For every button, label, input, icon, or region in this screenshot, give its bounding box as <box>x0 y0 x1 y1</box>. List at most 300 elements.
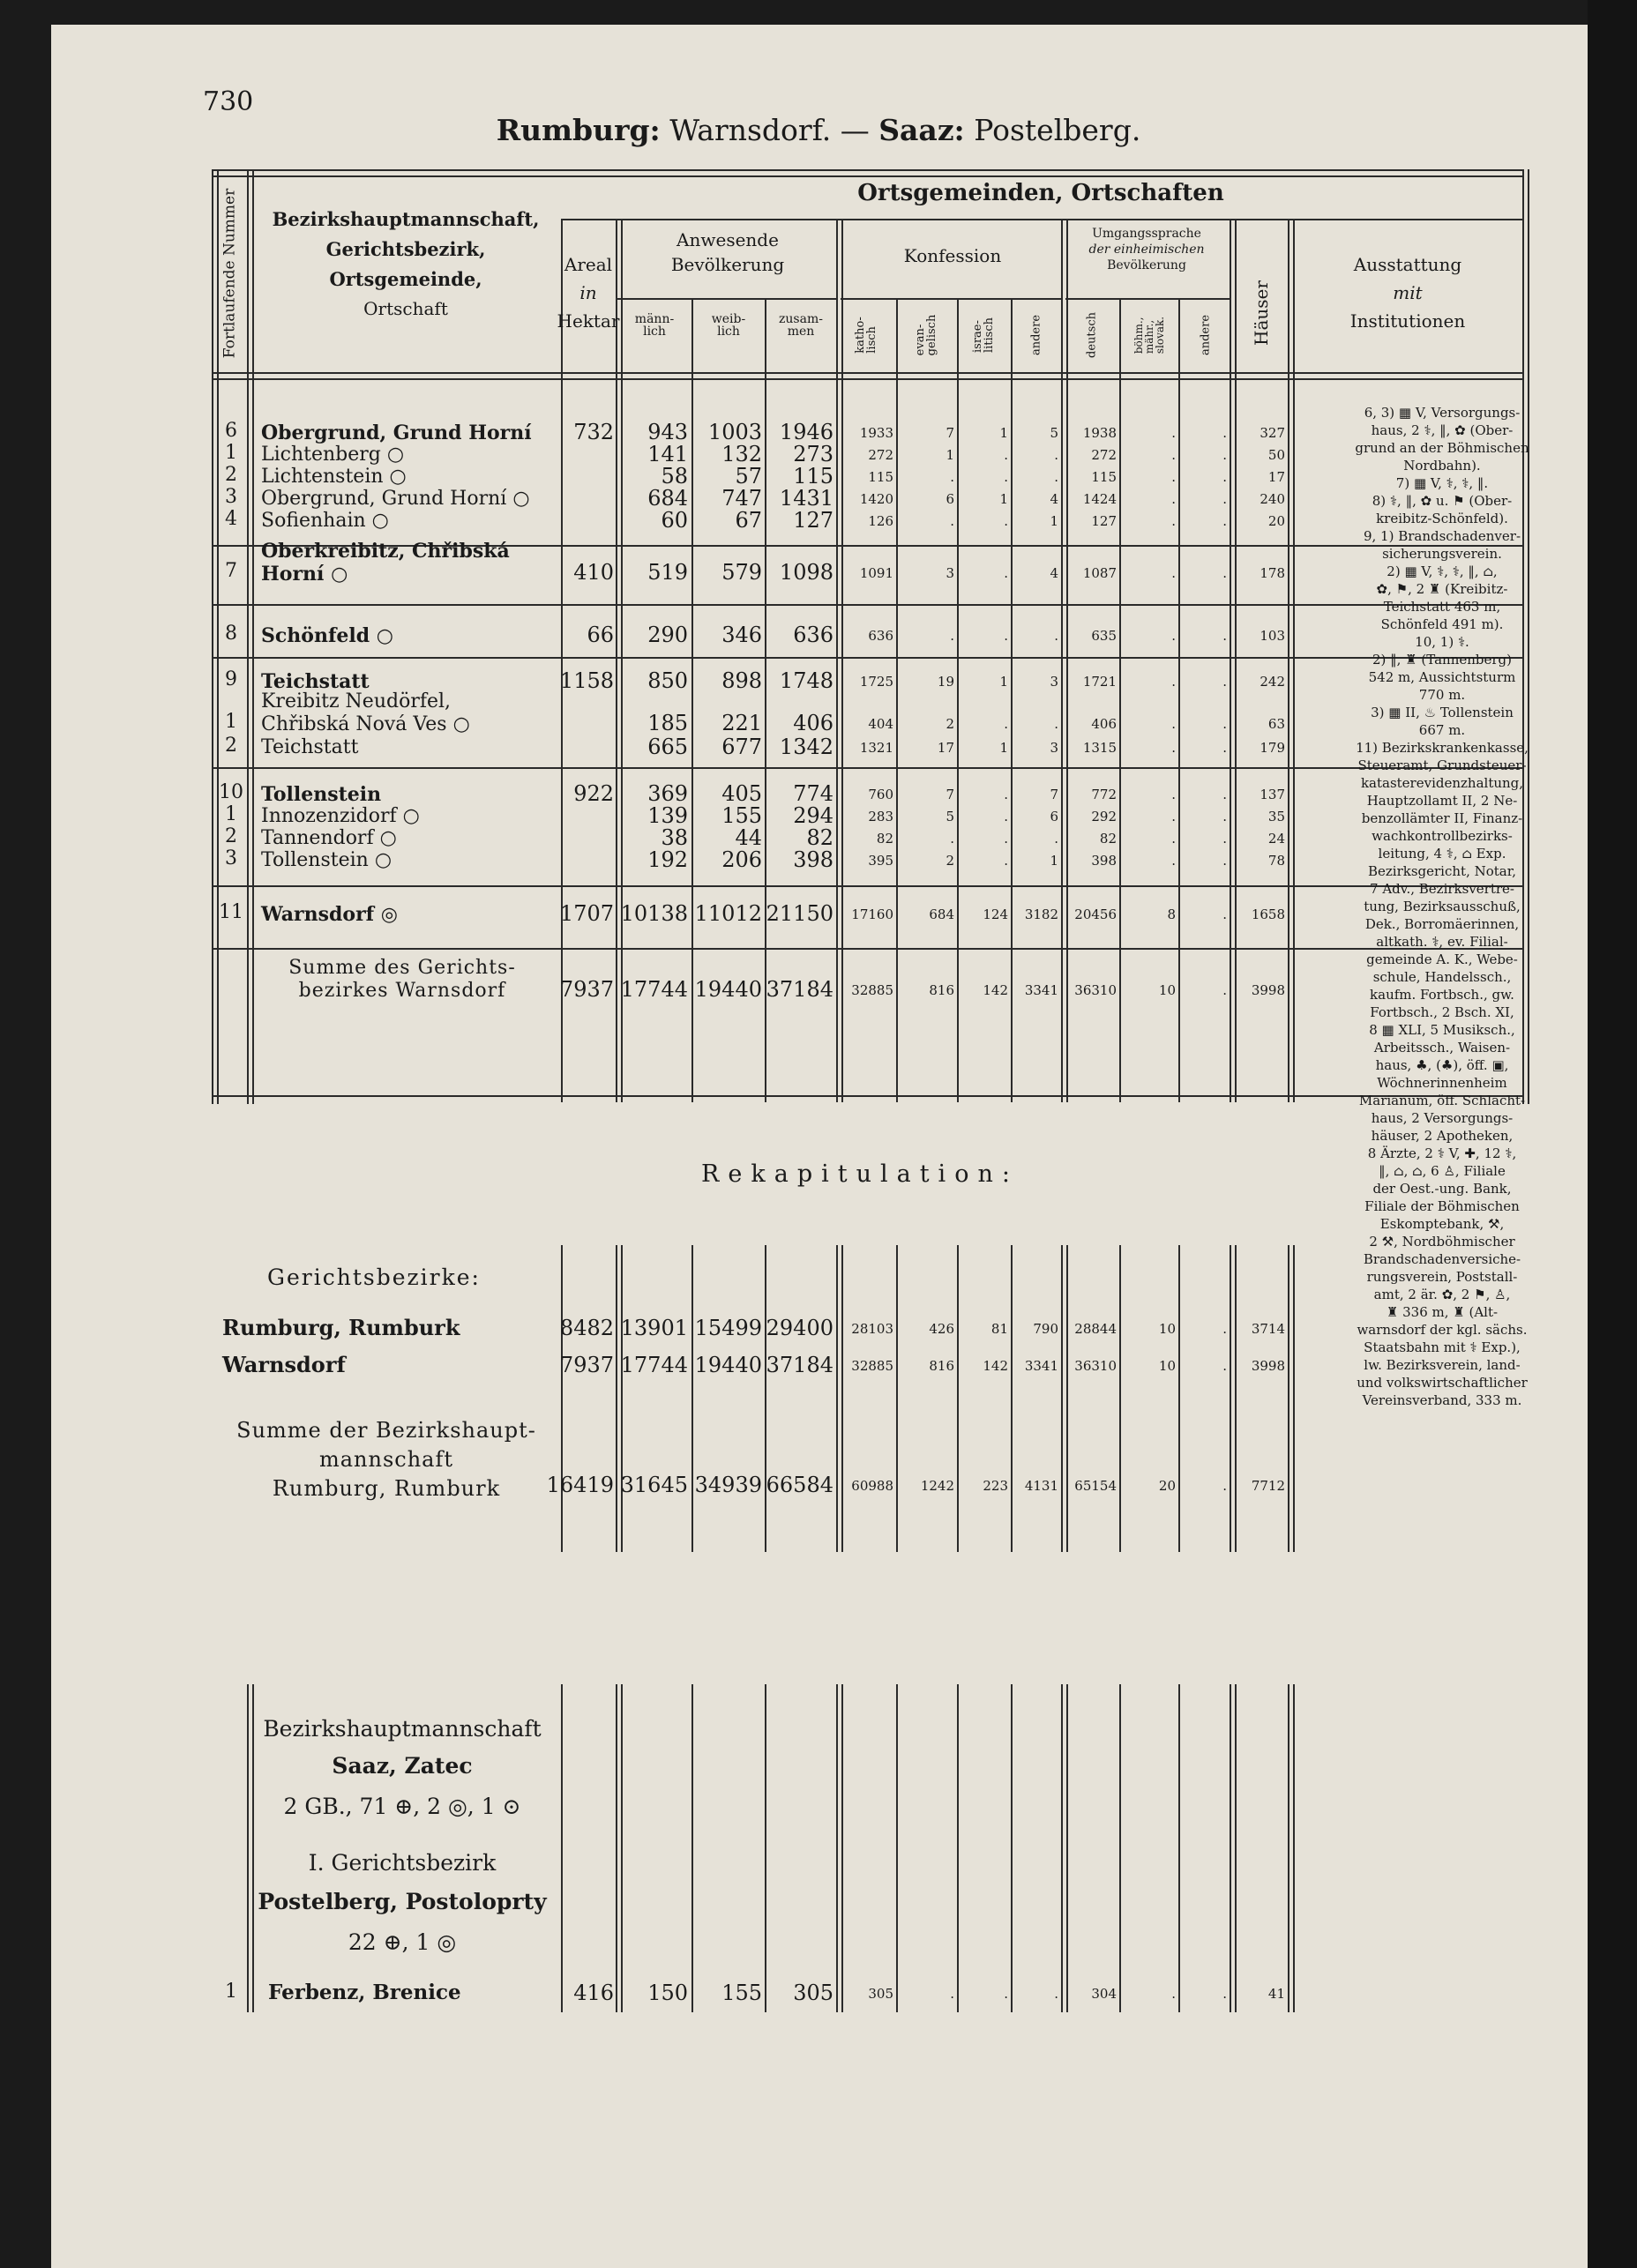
cell-m: 665 <box>647 735 688 759</box>
cell-de: 82 <box>1099 831 1117 847</box>
cell-cz: . <box>1171 831 1176 847</box>
cell-w: 11012 <box>694 901 762 926</box>
header-sprache-1: Umgangssprache <box>1092 227 1201 241</box>
cell-cz: . <box>1171 513 1176 529</box>
header-male: männ- lich <box>634 312 675 339</box>
cell-and: 1 <box>1050 513 1058 529</box>
cell-w: 155 <box>721 1981 762 2005</box>
rule-line <box>247 1684 254 2012</box>
cell-w: 747 <box>721 486 762 511</box>
header-israelite: israe- litisch <box>971 317 996 354</box>
cell-isr: . <box>1004 1986 1008 2002</box>
rekap-cell-and: 3341 <box>1024 1358 1058 1374</box>
rule-line <box>1230 1245 1237 1552</box>
cell-w: 405 <box>721 781 762 806</box>
cell-s: 82 <box>806 825 833 850</box>
cell-w: 44 <box>735 825 762 850</box>
cell-areal: 416 <box>573 1981 614 2005</box>
header-sprache-3: Bevölkerung <box>1107 258 1186 272</box>
cell-and: 7 <box>1050 787 1058 802</box>
cell-w: 579 <box>721 560 762 585</box>
header-houses: Häuser <box>1251 280 1272 346</box>
rekap-cell-isr: 142 <box>983 1358 1008 1374</box>
row-number: 3 <box>225 486 237 508</box>
rekap-cell-kath: 60988 <box>851 1478 893 1494</box>
rekap-cell-de: 65154 <box>1074 1478 1117 1494</box>
cell-m: 58 <box>661 464 688 489</box>
cell-areal: 1707 <box>559 901 614 926</box>
cell-kath: 272 <box>868 447 893 463</box>
rekap-cell-ev: 1242 <box>920 1478 954 1494</box>
row-number: 2 <box>225 825 237 847</box>
cell-w: 221 <box>721 711 762 735</box>
rekap-cell-kath: 28103 <box>851 1321 893 1337</box>
rekap-cell-ev: 426 <box>929 1321 954 1337</box>
rekap-cell-h: 3998 <box>1251 1358 1285 1374</box>
header-ausstattung-1: Ausstattung <box>1353 254 1462 275</box>
cell-ev: . <box>950 831 954 847</box>
cell-de: 127 <box>1091 513 1117 529</box>
saaz-line-4: I. Gerichtsbezirk <box>308 1850 497 1876</box>
cell-cz: 8 <box>1167 906 1176 922</box>
rule-line <box>616 1684 623 2012</box>
cell-isr: . <box>1004 469 1008 485</box>
cell-ol: . <box>1222 1986 1227 2002</box>
rekap-cell-w: 15499 <box>694 1316 762 1340</box>
header-ausstattung-3: Institutionen <box>1349 310 1466 332</box>
cell-ol: . <box>1222 716 1227 732</box>
cell-areal: 1158 <box>559 668 614 693</box>
cell-kath: 1933 <box>859 425 893 441</box>
cell-isr: 1 <box>999 491 1008 507</box>
cell-m: 850 <box>647 668 688 693</box>
cell-ev: 6 <box>946 491 954 507</box>
header-sprache-2: der einheimischen <box>1088 242 1205 257</box>
cell-s: 21150 <box>766 901 833 926</box>
cell-areal: 7937 <box>559 977 614 1002</box>
rule-line <box>1011 1245 1013 1552</box>
cell-de: 1315 <box>1082 740 1117 756</box>
cell-isr: 142 <box>983 982 1008 998</box>
saaz-line-6: 22 ⊕, 1 ◎ <box>348 1929 457 1955</box>
row-number: 10 <box>219 781 243 803</box>
rekap-cell-h: 7712 <box>1251 1478 1285 1494</box>
row-number: 2 <box>225 735 237 757</box>
rekap-cell-h: 3714 <box>1251 1321 1285 1337</box>
cell-cz: . <box>1171 565 1176 581</box>
cell-m: 684 <box>647 486 688 511</box>
cell-de: 20456 <box>1074 906 1117 922</box>
cell-and: . <box>1054 469 1058 485</box>
cell-m: 17744 <box>620 977 688 1002</box>
row-name: Oberkreibitz, Chřibská Horní ○ <box>261 540 510 586</box>
cell-areal: 922 <box>573 781 614 806</box>
cell-and: 3182 <box>1024 906 1058 922</box>
cell-m: 519 <box>647 560 688 585</box>
cell-and: . <box>1054 831 1058 847</box>
cell-ol: . <box>1222 982 1227 998</box>
rekap-title: Rekapitulation: <box>701 1160 1019 1188</box>
rekap-cell-de: 28844 <box>1074 1321 1117 1337</box>
rekap-cell-ev: 816 <box>929 1358 954 1374</box>
cell-ev: 3 <box>946 565 954 581</box>
rekap-cell-and: 790 <box>1033 1321 1058 1337</box>
cell-areal: 410 <box>573 560 614 585</box>
cell-and: 3 <box>1050 740 1058 756</box>
cell-de: 635 <box>1091 628 1117 644</box>
row-name: Obergrund, Grund Horní ○ <box>261 488 530 510</box>
cell-and: 4 <box>1050 491 1058 507</box>
row-name: Tollenstein ○ <box>261 849 392 871</box>
cell-isr: . <box>1004 809 1008 824</box>
rekap-cell-w: 19440 <box>694 1353 762 1377</box>
rekap-cell-and: 4131 <box>1024 1478 1058 1494</box>
running-head-right: Postelberg. <box>974 113 1141 147</box>
row-number: 11 <box>219 901 243 923</box>
cell-ol: . <box>1222 674 1227 690</box>
row-name: Warnsdorf ◎ <box>261 903 398 926</box>
rule-line <box>957 1684 959 2012</box>
row-number: 3 <box>225 847 237 869</box>
cell-s: 1946 <box>779 420 833 444</box>
row-name: Lichtenberg ○ <box>261 444 405 466</box>
cell-kath: 404 <box>868 716 893 732</box>
row-name: Kreibitz Neudörfel, Chřibská Nová Ves ○ <box>261 690 470 735</box>
cell-isr: 124 <box>983 906 1008 922</box>
rule-line <box>1178 1684 1180 2012</box>
cell-h: 240 <box>1260 491 1285 507</box>
cell-ev: 816 <box>929 982 954 998</box>
header-name-line-3: Ortsgemeinde, <box>329 268 482 290</box>
rule-line <box>1011 1684 1013 2012</box>
cell-s: 1748 <box>779 668 833 693</box>
cell-isr: . <box>1004 628 1008 644</box>
cell-kath: 115 <box>868 469 893 485</box>
cell-de: 1938 <box>1082 425 1117 441</box>
cell-ev: 7 <box>946 787 954 802</box>
header-catholic: katho- lisch <box>854 317 878 354</box>
cell-areal: 66 <box>587 623 614 647</box>
rekap-cell-areal: 7937 <box>559 1353 614 1377</box>
saaz-line-2: Saaz, Zatec <box>332 1753 473 1779</box>
saaz-line-1: Bezirkshauptmannschaft <box>263 1716 542 1742</box>
rekap-cell-areal: 16419 <box>546 1473 614 1497</box>
cell-and: . <box>1054 628 1058 644</box>
cell-ev: 19 <box>937 674 954 690</box>
cell-kath: 126 <box>868 513 893 529</box>
rule-line <box>561 1245 563 1552</box>
rekap-cell-isr: 223 <box>983 1478 1008 1494</box>
row-name: Tannendorf ○ <box>261 827 397 849</box>
cell-kath: 1091 <box>859 565 893 581</box>
row-name: Innozenzidorf ○ <box>261 805 420 827</box>
rule-line <box>957 1245 959 1552</box>
rule-line <box>1061 1684 1068 2012</box>
rekap-cell-m: 17744 <box>620 1353 688 1377</box>
cell-s: 1431 <box>779 486 833 511</box>
cell-s: 1342 <box>779 735 833 759</box>
header-total: zusam- men <box>779 312 823 339</box>
cell-ev: . <box>950 469 954 485</box>
cell-de: 36310 <box>1074 982 1117 998</box>
cell-h: 35 <box>1267 809 1285 824</box>
cell-ol: . <box>1222 906 1227 922</box>
cell-h: 178 <box>1260 565 1285 581</box>
cell-w: 206 <box>721 847 762 872</box>
header-name-line-1: Bezirkshauptmannschaft, <box>272 208 540 230</box>
cell-and: . <box>1054 1986 1058 2002</box>
header-german: deutsch <box>1085 312 1099 358</box>
cell-ol: . <box>1222 787 1227 802</box>
header-population-1: Anwesende <box>676 229 779 250</box>
cell-and: 1 <box>1050 853 1058 869</box>
cell-ev: 2 <box>946 853 954 869</box>
cell-cz: . <box>1171 674 1176 690</box>
cell-isr: 1 <box>999 740 1008 756</box>
cell-de: 1721 <box>1082 674 1117 690</box>
row-number: 1 <box>225 803 237 825</box>
cell-cz: . <box>1171 787 1176 802</box>
cell-isr: 1 <box>999 674 1008 690</box>
rekap-cell-ol: . <box>1222 1478 1227 1494</box>
cell-cz: 10 <box>1158 982 1176 998</box>
rekap-cell-cz: 10 <box>1158 1358 1176 1374</box>
rule-line <box>836 1245 843 1552</box>
cell-and: 5 <box>1050 425 1058 441</box>
cell-de: 115 <box>1091 469 1117 485</box>
cell-cz: . <box>1171 447 1176 463</box>
cell-cz: . <box>1171 740 1176 756</box>
rekap-cell-m: 13901 <box>620 1316 688 1340</box>
header-czech: böhm., mähr., slovak. <box>1132 316 1166 354</box>
cell-isr: . <box>1004 513 1008 529</box>
header-group: Ortsgemeinden, Ortschaften <box>857 180 1224 206</box>
row-number: 8 <box>225 623 237 645</box>
cell-kath: 305 <box>868 1986 893 2002</box>
rule-line <box>1119 1684 1121 2012</box>
cell-de: 292 <box>1091 809 1117 824</box>
cell-s: 1098 <box>779 560 833 585</box>
rekap-label: Gerichtsbezirke: <box>267 1265 481 1290</box>
cell-s: 636 <box>793 623 833 647</box>
cell-w: 1003 <box>707 420 762 444</box>
sidebar-notes: 6, 3) ▦ V, Versorgungs- haus, 2 ⚕, ‖, ✿ (Ober- grund an der Böhmischen Nordbahn). 7) ▦ V, ⚕, ⚕, ‖. 8) ⚕, ‖, ✿ u. ⚑ (Ober- kreibitz-Schönfeld). 9, 1) Brandschadenver- sicherungsverein. 2) ▦ V, ⚕, ⚕, ‖, ⌂, ✿, ⚑, 2 ♜ (Kreibitz- Teichstatt 463 m, Schönfeld 491 m). 10, 1) ⚕. 2) ‖, ♜ (Tannenberg) 542 m, Aussichtsturm 770 m. 3) ▦ II, ♨ Tollenstein 667 m. 11) Bezirkskrankenkasse, Steueramt, Grundsteuer- katasterevidenzhaltung, Hauptzollamt II, 2 Ne- benzollämter II, Finanz- wachkontrollbezirks- leitung, 4 ⚕, ⌂ Exp. Bezirksgericht, Notar, 7 Adv., Bezirksvertre- tung, Bezirksausschuß, Dek., Borromäerinnen, altkath. ⚕, ev. Filial- gemeinde A. K., Webe- schule, Handelssch., kaufm. Fortbsch., gw. Fortbsch., 2 Bsch. XI, 8 ▦ XLI, 5 Musiksch., Arbeitssch., Waisen- haus, ♣, (♣), öff. ▣, Wöchnerinnenheim Marianum, öff. Schlacht- haus, 2 Versorgungs- häuser, 2 Apotheken, 8 Ärzte, 2 ⚕ V, ✚, 12 ⚕, ‖, ⌂, ⌂, 6 ♙, Filiale der Oest.-ung. Bank, Filiale der Böhmischen Eskomptebank, ⚒, 2 ⚒, Nordböhmischer Brandschadenversiche- rungsverein, Poststall- amt, 2 är. ✿, 2 ⚑, ♙, ♜ 336 m, ♜ (Alt- warnsdorf der kgl. sächs. Staatsbahn mit ⚕ Exp.), lw. Bezirksverein, land- und volkswirtschaftlicher Vereinsverband, 333 m. <box>1355 405 1529 1408</box>
cell-cz: . <box>1171 716 1176 732</box>
cell-kath: 1420 <box>859 491 893 507</box>
cell-ol: . <box>1222 853 1227 869</box>
rekap-cell-kath: 32885 <box>851 1358 893 1374</box>
rule-line <box>691 1245 693 1552</box>
cell-isr: . <box>1004 853 1008 869</box>
row-name: Teichstatt <box>261 670 370 693</box>
rekap-cell-ol: . <box>1222 1321 1227 1337</box>
rekap-cell-de: 36310 <box>1074 1358 1117 1374</box>
cell-de: 1424 <box>1082 491 1117 507</box>
cell-h: 137 <box>1260 787 1285 802</box>
row-number: 1 <box>225 711 237 733</box>
cell-ol: . <box>1222 628 1227 644</box>
cell-cz: . <box>1171 628 1176 644</box>
cell-kath: 17160 <box>851 906 893 922</box>
cell-h: 63 <box>1267 716 1285 732</box>
cell-ol: . <box>1222 491 1227 507</box>
cell-kath: 395 <box>868 853 893 869</box>
cell-m: 10138 <box>620 901 688 926</box>
rule-line <box>1119 1245 1121 1552</box>
header-name-line-2: Gerichtsbezirk, <box>325 238 486 260</box>
cell-cz: . <box>1171 425 1176 441</box>
cell-h: 50 <box>1267 447 1285 463</box>
rule-line <box>765 1684 766 2012</box>
rekap-name: Rumburg, Rumburk <box>222 1315 460 1340</box>
header-population-2: Bevölkerung <box>670 254 785 275</box>
cell-m: 192 <box>647 847 688 872</box>
cell-s: 273 <box>793 442 833 466</box>
cell-s: 406 <box>793 711 833 735</box>
cell-m: 139 <box>647 803 688 828</box>
cell-kath: 82 <box>876 831 893 847</box>
cell-h: 327 <box>1260 425 1285 441</box>
cell-h: 3998 <box>1251 982 1285 998</box>
cell-m: 150 <box>647 1981 688 2005</box>
row-number: 4 <box>225 508 237 530</box>
cell-and: 6 <box>1050 809 1058 824</box>
rekap-cell-m: 31645 <box>620 1473 688 1497</box>
cell-ev: 7 <box>946 425 954 441</box>
rule-line <box>1230 1684 1237 2012</box>
rekap-cell-s: 29400 <box>766 1316 833 1340</box>
cell-de: 406 <box>1091 716 1117 732</box>
cell-isr: . <box>1004 565 1008 581</box>
rekap-cell-ol: . <box>1222 1358 1227 1374</box>
cell-cz: . <box>1171 809 1176 824</box>
page-number: 730 <box>203 86 254 117</box>
cell-h: 24 <box>1267 831 1285 847</box>
cell-ol: . <box>1222 809 1227 824</box>
header-areal-3: Hektar <box>557 310 620 332</box>
cell-isr: . <box>1004 447 1008 463</box>
rekap-name: Warnsdorf <box>222 1352 346 1377</box>
row-name: Summe des Gerichts- bezirkes Warnsdorf <box>288 957 516 1002</box>
cell-cz: . <box>1171 853 1176 869</box>
cell-ol: . <box>1222 469 1227 485</box>
cell-ol: . <box>1222 565 1227 581</box>
running-head-left: Warnsdorf. — <box>669 113 870 147</box>
cell-isr: . <box>1004 831 1008 847</box>
header-konfession: Konfession <box>903 245 1002 266</box>
rekap-cell-s: 66584 <box>766 1473 833 1497</box>
row-number: 1 <box>225 442 237 464</box>
cell-ev: 1 <box>946 447 954 463</box>
cell-areal: 732 <box>573 420 614 444</box>
saaz-line-5: Postelberg, Postoloprty <box>258 1889 547 1914</box>
cell-isr: 1 <box>999 425 1008 441</box>
cell-kath: 32885 <box>851 982 893 998</box>
cell-de: 398 <box>1091 853 1117 869</box>
rekap-cell-s: 37184 <box>766 1353 833 1377</box>
header-other-lang: andere <box>1199 314 1213 356</box>
cell-and: . <box>1054 716 1058 732</box>
cell-s: 127 <box>793 508 833 533</box>
row-number: 7 <box>225 560 237 582</box>
cell-w: 19440 <box>694 977 762 1002</box>
row-name: Lichtenstein ○ <box>261 466 407 488</box>
header-row-number: Fortlaufende Nummer <box>221 188 239 359</box>
cell-m: 290 <box>647 623 688 647</box>
cell-h: 20 <box>1267 513 1285 529</box>
cell-kath: 1725 <box>859 674 893 690</box>
rule-line <box>1061 1245 1068 1552</box>
cell-ev: . <box>950 513 954 529</box>
cell-ev: 684 <box>929 906 954 922</box>
cell-s: 115 <box>793 464 833 489</box>
cell-m: 943 <box>647 420 688 444</box>
rule-line <box>691 1684 693 2012</box>
header-protestant: evan- gelisch <box>914 314 938 356</box>
cell-ev: 5 <box>946 809 954 824</box>
book-spine <box>1588 0 1637 2268</box>
cell-m: 38 <box>661 825 688 850</box>
cell-w: 57 <box>735 464 762 489</box>
cell-h: 1658 <box>1251 906 1285 922</box>
cell-h: 242 <box>1260 674 1285 690</box>
cell-de: 272 <box>1091 447 1117 463</box>
row-name: Obergrund, Grund Horní <box>261 422 532 444</box>
cell-kath: 1321 <box>859 740 893 756</box>
cell-s: 305 <box>793 1981 833 2005</box>
cell-w: 132 <box>721 442 762 466</box>
header-name-line-4: Ortschaft <box>363 298 448 319</box>
cell-ev: . <box>950 1986 954 2002</box>
rule-line <box>1178 1245 1180 1552</box>
header-ausstattung-2: mit <box>1393 282 1423 303</box>
cell-de: 772 <box>1091 787 1117 802</box>
cell-w: 677 <box>721 735 762 759</box>
rule-line <box>616 1245 623 1552</box>
cell-ev: . <box>950 628 954 644</box>
row-number: 2 <box>225 464 237 486</box>
rekap-cell-cz: 20 <box>1158 1478 1176 1494</box>
running-head-left-bold: Rumburg: <box>496 113 661 147</box>
cell-m: 60 <box>661 508 688 533</box>
header-areal-2: in <box>579 282 597 303</box>
cell-h: 17 <box>1267 469 1285 485</box>
cell-cz: . <box>1171 469 1176 485</box>
cell-and: 3 <box>1050 674 1058 690</box>
cell-isr: . <box>1004 716 1008 732</box>
rekap-cell-w: 34939 <box>694 1473 762 1497</box>
cell-kath: 636 <box>868 628 893 644</box>
cell-ev: 2 <box>946 716 954 732</box>
cell-de: 1087 <box>1082 565 1117 581</box>
row-name: Schönfeld ○ <box>261 624 394 647</box>
cell-cz: . <box>1171 491 1176 507</box>
cell-isr: . <box>1004 787 1008 802</box>
row-name: Ferbenz, Brenice <box>268 1981 461 2004</box>
rule-line <box>836 1684 843 2012</box>
header-female: weib- lich <box>711 312 746 339</box>
header-other-konf: andere <box>1029 314 1043 356</box>
running-head <box>0 113 1637 147</box>
row-name: Sofienhain ○ <box>261 510 389 532</box>
row-name: Teichstatt <box>261 736 359 758</box>
cell-s: 294 <box>793 803 833 828</box>
rekap-name: Summe der Bezirkshaupt- mannschaft Rumburg, Rumburk <box>236 1418 536 1501</box>
cell-s: 398 <box>793 847 833 872</box>
cell-h: 78 <box>1267 853 1285 869</box>
rekap-cell-isr: 81 <box>990 1321 1008 1337</box>
cell-s: 774 <box>793 781 833 806</box>
